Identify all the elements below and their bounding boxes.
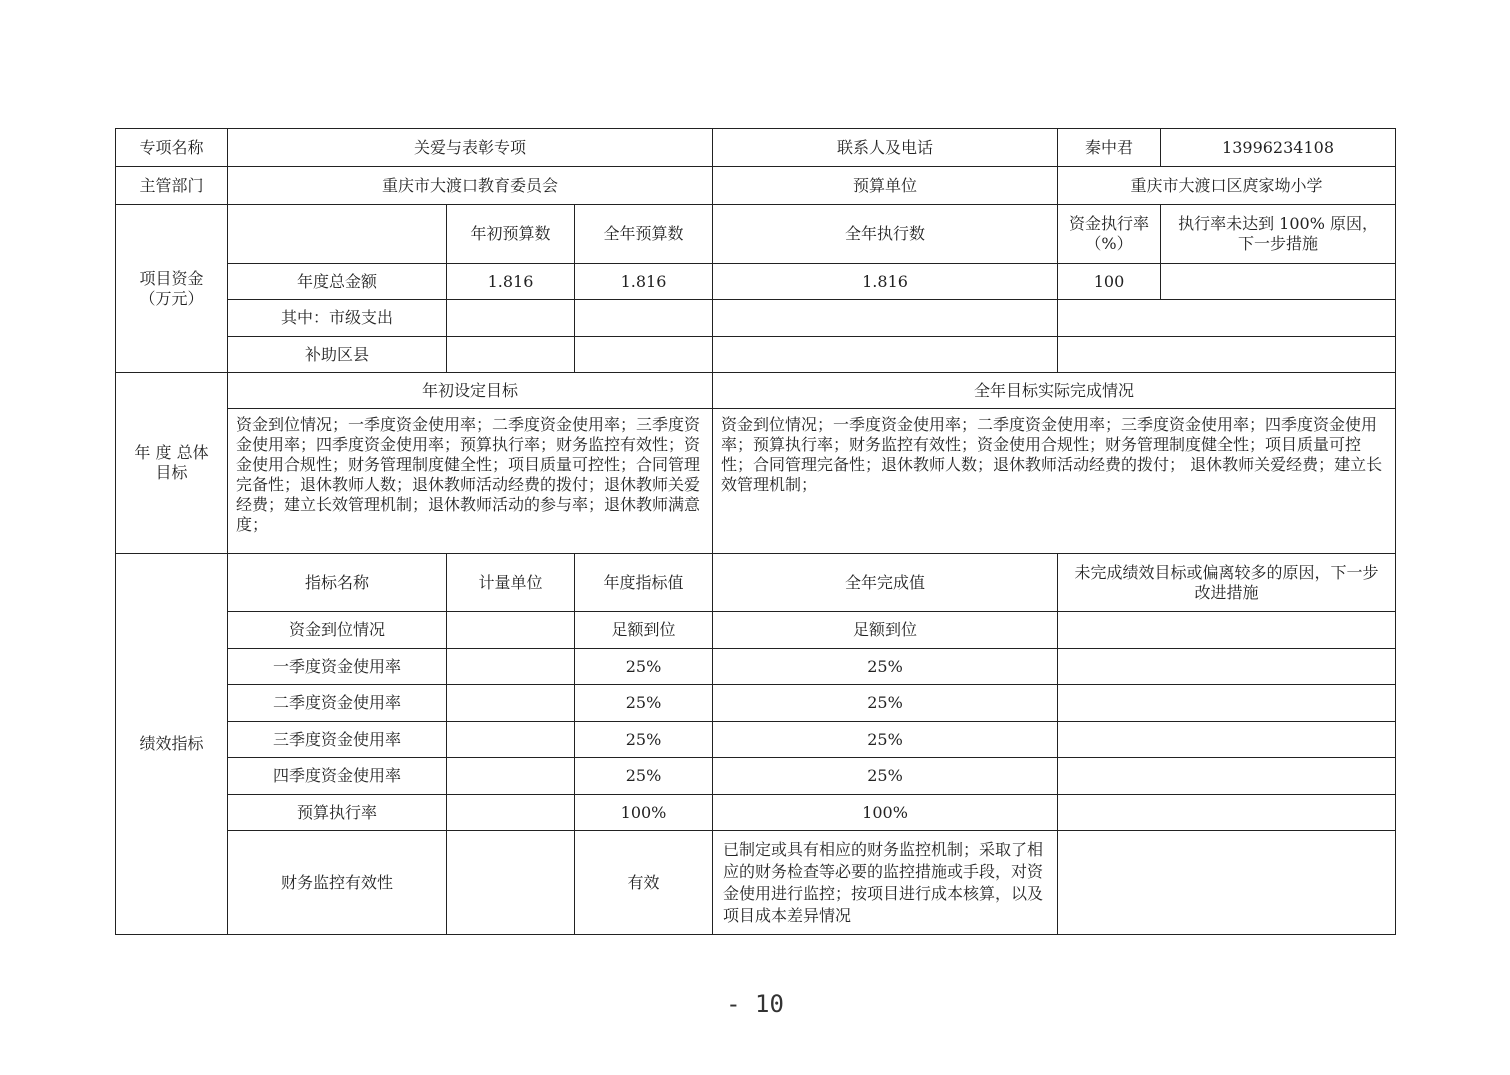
funds-col-executed: 全年执行数 [713,205,1058,264]
indicator-actual: 25% [713,649,1058,685]
indicator-reason [1058,685,1396,722]
indicator-actual: 25% [713,685,1058,722]
project-name-label: 专项名称 [116,129,228,167]
indicator-name: 财务监控有效性 [228,831,447,935]
funds-full-year [575,337,713,373]
funds-col-reason: 执行率未达到 100% 原因，下一步措施 [1161,205,1396,264]
table-row [116,649,1396,685]
indicator-name: 资金到位情况 [228,612,447,649]
funds-rate [1058,300,1396,337]
funds-row-label: 其中：市级支出 [228,300,447,337]
header-row-name [116,129,1396,167]
funds-row-city [116,300,1396,337]
indicator-reason [1058,758,1396,795]
indicator-reason [1058,722,1396,758]
unit-value: 重庆市大渡口区庹家坳小学 [1058,167,1396,205]
indicator-name: 预算执行率 [228,795,447,831]
page-number: - 10 [726,990,784,1018]
indicator-actual: 100% [713,795,1058,831]
funds-header-blank [228,205,447,264]
table-row [116,758,1396,795]
funds-initial: 1.816 [447,264,575,300]
indicators-col-name: 指标名称 [228,554,447,612]
indicators-header-row [116,554,1396,612]
funds-initial [447,337,575,373]
funds-executed: 1.816 [713,264,1058,300]
indicator-target: 有效 [575,831,713,935]
dept-label: 主管部门 [116,167,228,205]
goals-section-label: 年 度 总体目标 [116,373,228,554]
header-row-dept [116,167,1396,205]
performance-report-table [115,128,1396,935]
table-row [116,831,1396,935]
goals-text-row [116,409,1396,554]
funds-executed [713,300,1058,337]
indicator-name: 四季度资金使用率 [228,758,447,795]
funds-full-year [575,300,713,337]
indicators-section-label: 绩效指标 [116,554,228,935]
indicator-name: 一季度资金使用率 [228,649,447,685]
table-row [116,795,1396,831]
indicator-reason [1058,612,1396,649]
funds-row-total [116,264,1396,300]
indicator-reason [1058,795,1396,831]
contact-phone: 13996234108 [1161,129,1396,167]
project-name-value: 关爱与表彰专项 [228,129,713,167]
funds-row-district [116,337,1396,373]
table-row [116,612,1396,649]
funds-col-full-year: 全年预算数 [575,205,713,264]
goals-header-row [116,373,1396,409]
indicator-target: 25% [575,722,713,758]
contact-label: 联系人及电话 [713,129,1058,167]
funds-section-label: 项目资金（万元） [116,205,228,373]
indicator-actual: 25% [713,722,1058,758]
funds-executed [713,337,1058,373]
funds-initial [447,300,575,337]
indicator-reason [1058,649,1396,685]
goals-actual-text: 资金到位情况；一季度资金使用率；二季度资金使用率；三季度资金使用率；四季度资金使用率；预算执行率；财务监控有效性；资金使用合规性；财务管理制度健全性；项目质量可控性；合同管理完备性；退休教师人数；退休教师活动经费的拨付； 退休教师关爱经费；建立长效管理机制； [713,409,1396,554]
indicator-unit [447,758,575,795]
indicator-target: 足额到位 [575,612,713,649]
goals-actual-header: 全年目标实际完成情况 [713,373,1396,409]
unit-label: 预算单位 [713,167,1058,205]
funds-row-label: 补助区县 [228,337,447,373]
contact-name: 秦中君 [1058,129,1161,167]
indicator-target: 25% [575,649,713,685]
funds-rate: 100 [1058,264,1161,300]
funds-col-initial: 年初预算数 [447,205,575,264]
indicator-target: 25% [575,685,713,722]
indicator-unit [447,649,575,685]
dept-value: 重庆市大渡口教育委员会 [228,167,713,205]
indicator-reason [1058,831,1396,935]
indicators-col-actual: 全年完成值 [713,554,1058,612]
funds-full-year: 1.816 [575,264,713,300]
funds-reason [1161,264,1396,300]
indicator-name: 二季度资金使用率 [228,685,447,722]
indicator-actual: 25% [713,758,1058,795]
indicator-unit [447,685,575,722]
indicator-unit [447,795,575,831]
indicator-target: 25% [575,758,713,795]
indicators-col-target: 年度指标值 [575,554,713,612]
indicator-actual: 足额到位 [713,612,1058,649]
indicator-unit [447,612,575,649]
indicator-unit [447,722,575,758]
indicators-col-unit: 计量单位 [447,554,575,612]
indicator-name: 三季度资金使用率 [228,722,447,758]
funds-header-row [116,205,1396,264]
table-row [116,685,1396,722]
goals-initial-header: 年初设定目标 [228,373,713,409]
indicator-target: 100% [575,795,713,831]
funds-rate [1058,337,1396,373]
indicators-col-reason: 未完成绩效目标或偏离较多的原因，下一步改进措施 [1058,554,1396,612]
table-row [116,722,1396,758]
funds-row-label: 年度总金额 [228,264,447,300]
funds-col-rate: 资金执行率（%） [1058,205,1161,264]
goals-initial-text: 资金到位情况；一季度资金使用率；二季度资金使用率；三季度资金使用率；四季度资金使用率；预算执行率；财务监控有效性；资金使用合规性；财务管理制度健全性；项目质量可控性；合同管理完备性；退休教师人数；退休教师活动经费的拨付；退休教师关爱经费；建立长效管理机制；退休教师活动的参与率；退休教师满意度； [228,409,713,554]
indicator-actual: 已制定或具有相应的财务监控机制；采取了相应的财务检查等必要的监控措施或手段，对资金使用进行监控；按项目进行成本核算，以及项目成本差异情况 [713,831,1058,935]
indicator-unit [447,831,575,935]
